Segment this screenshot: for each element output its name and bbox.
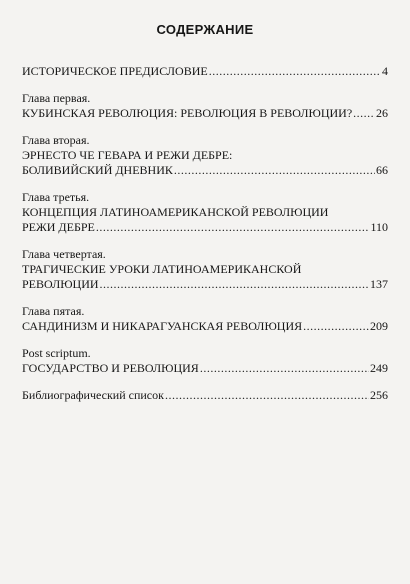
- dot-leader: [100, 277, 369, 292]
- toc-entry-chapter-2[interactable]: [22, 133, 388, 178]
- entry-title: РЕЖИ ДЕБРЕ: [22, 220, 95, 234]
- page-number: 110: [370, 220, 388, 234]
- entry-title: ЭРНЕСТО ЧЕ ГЕВАРА И РЕЖИ ДЕБРЕ:: [22, 148, 233, 162]
- entry-title: БОЛИВИЙСКИЙ ДНЕВНИК: [22, 163, 173, 177]
- toc-line: [22, 106, 388, 121]
- toc-entry-chapter-1[interactable]: [22, 91, 388, 121]
- entry-title: ТРАГИЧЕСКИЕ УРОКИ ЛАТИНОАМЕРИКАНСКОЙ: [22, 262, 302, 276]
- toc-line: [22, 319, 388, 334]
- toc-line: [22, 277, 388, 292]
- chapter-label: Глава первая.: [22, 91, 91, 105]
- entry-title: Библиографический список: [22, 388, 164, 402]
- page-title: СОДЕРЖАНИЕ: [156, 22, 254, 37]
- toc-entry-chapter-4[interactable]: [22, 247, 388, 292]
- toc-entry-chapter-3[interactable]: [22, 190, 388, 235]
- dot-leader: [353, 106, 375, 121]
- chapter-label: Глава пятая.: [22, 304, 85, 318]
- chapter-label: Глава четвертая.: [22, 247, 106, 261]
- page-number: 209: [370, 319, 388, 333]
- dot-leader: [165, 388, 369, 403]
- entry-title: САНДИНИЗМ И НИКАРАГУАНСКАЯ РЕВОЛЮЦИЯ: [22, 319, 303, 333]
- chapter-label: Post scriptum.: [22, 346, 91, 360]
- toc-line: [22, 361, 388, 376]
- page-number: 26: [376, 106, 388, 120]
- entry-title: ГОСУДАРСТВО И РЕВОЛЮЦИЯ: [22, 361, 199, 375]
- toc-entry-chapter-5[interactable]: [22, 304, 388, 334]
- chapter-label: Глава третья.: [22, 190, 90, 204]
- dot-leader: [303, 319, 369, 334]
- dot-leader: [209, 64, 381, 79]
- entry-title: ИСТОРИЧЕСКОЕ ПРЕДИСЛОВИЕ: [22, 64, 208, 78]
- page-number: 249: [370, 361, 388, 375]
- dot-leader: [96, 220, 370, 235]
- table-of-contents: [22, 64, 388, 415]
- entry-title: КУБИНСКАЯ РЕВОЛЮЦИЯ: РЕВОЛЮЦИЯ В РЕВОЛЮЦИИ?: [22, 106, 353, 120]
- toc-line: [22, 163, 388, 178]
- chapter-label: Глава вторая.: [22, 133, 90, 147]
- dot-leader: [174, 163, 375, 178]
- page-number: 66: [376, 163, 388, 177]
- toc-line: [22, 220, 388, 235]
- toc-line: [22, 148, 388, 163]
- entry-title: КОНЦЕПЦИЯ ЛАТИНОАМЕРИКАНСКОЙ РЕВОЛЮЦИИ: [22, 205, 329, 219]
- toc-entry-post-scriptum[interactable]: [22, 346, 388, 376]
- dot-leader: [200, 361, 369, 376]
- toc-entry-bibliography[interactable]: [22, 388, 388, 403]
- toc-line: [22, 64, 388, 79]
- toc-line: [22, 262, 388, 277]
- entry-title: РЕВОЛЮЦИИ: [22, 277, 99, 291]
- toc-line: [22, 205, 388, 220]
- page-number: 137: [370, 277, 388, 291]
- page-number: 4: [382, 64, 388, 78]
- toc-line: [22, 388, 388, 403]
- toc-entry-preface[interactable]: [22, 64, 388, 79]
- page-number: 256: [370, 388, 388, 402]
